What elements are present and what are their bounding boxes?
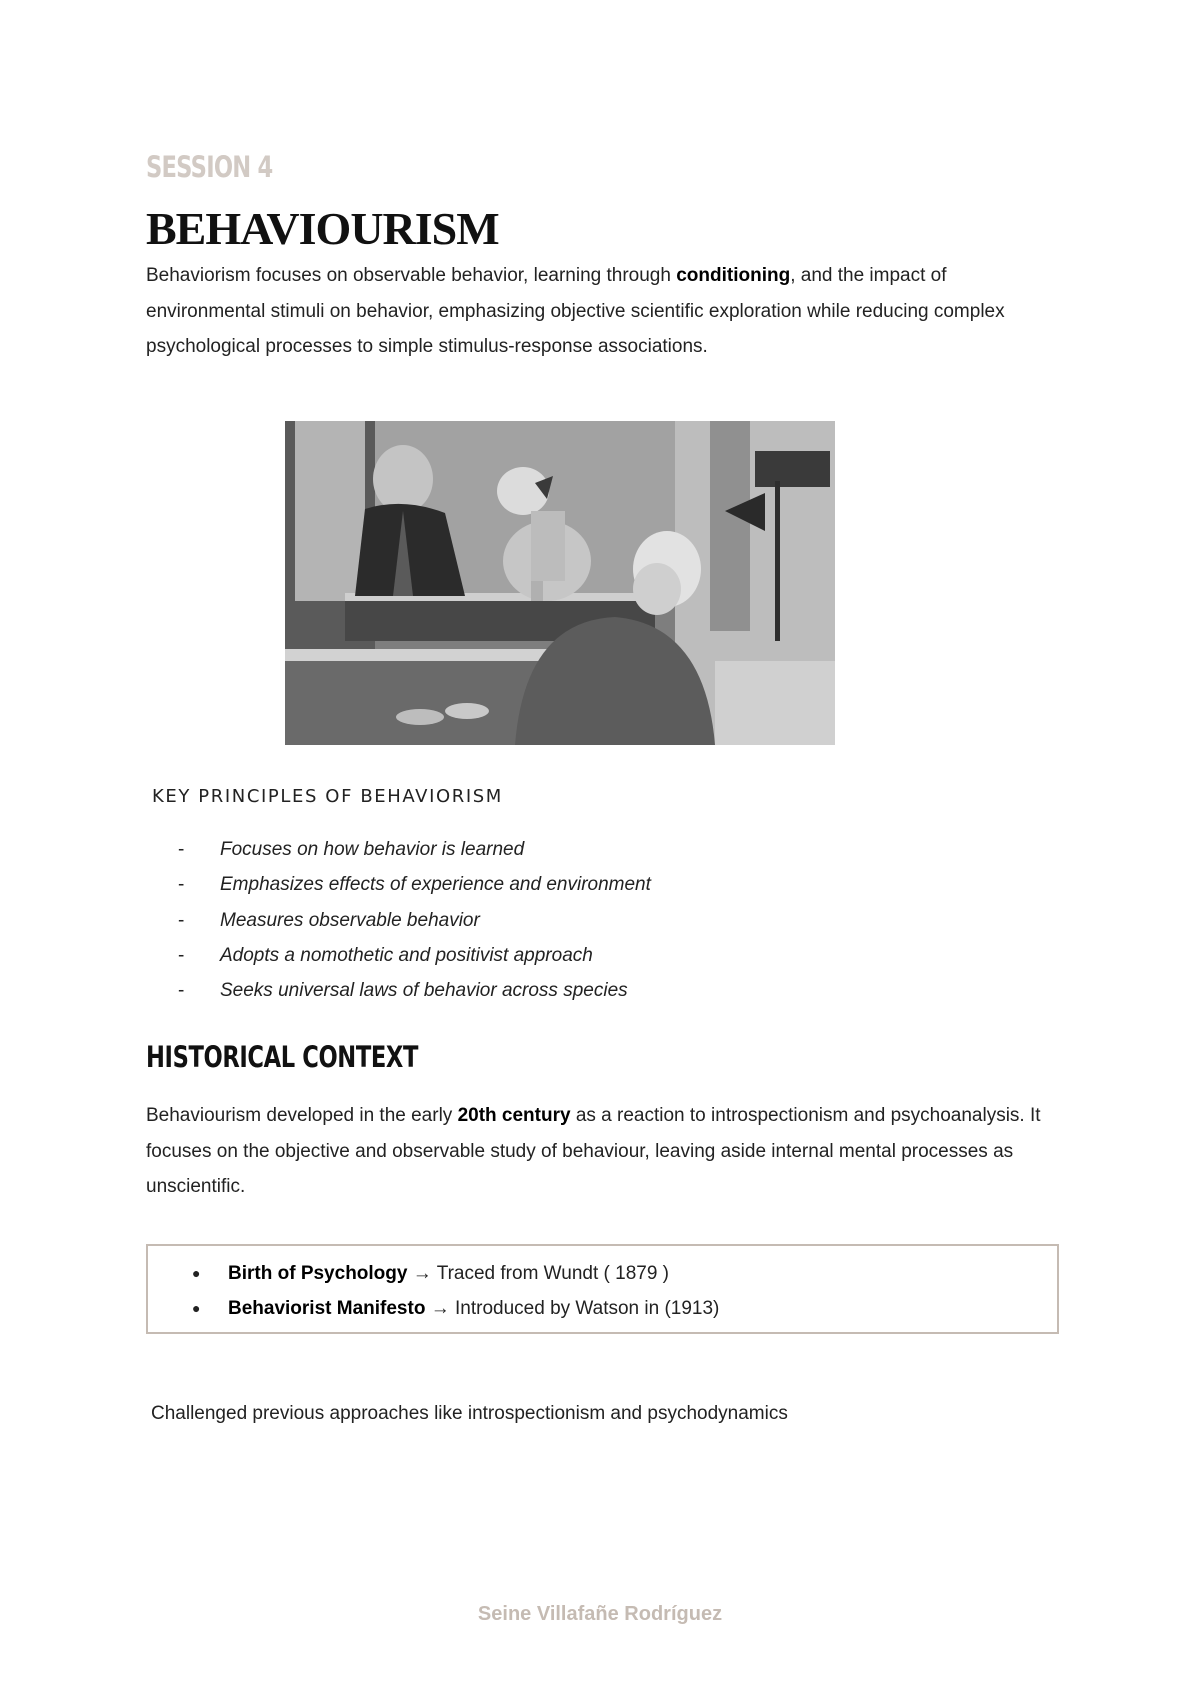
list-item <box>178 938 978 973</box>
milestones-list <box>192 1256 719 1326</box>
page-title: BEHAVIOURISM <box>146 203 499 254</box>
pavlov-laboratory-photo <box>285 421 835 745</box>
intro-text-start: Behaviorism focuses on observable behavior, learning through <box>146 265 677 286</box>
list-item-text: Seeks universal laws of behavior across species <box>220 980 628 1002</box>
bullet-icon: ● <box>192 1265 201 1281</box>
key-principles-list <box>178 832 978 1008</box>
closing-statement: Challenged previous approaches like introspectionism and psychodynamics <box>151 1403 788 1424</box>
arrow-icon: → <box>425 1298 455 1319</box>
list-item <box>178 867 978 902</box>
historical-paragraph <box>146 1098 1066 1205</box>
intro-text-end: , and the impact of environmental stimuli on behavior, emphasizing objective scientific exploration while reducing complex psychological processes to simple stimulus-response associations. <box>146 265 1005 357</box>
arrow-icon: → <box>407 1263 437 1284</box>
historical-context-heading: HISTORICAL CONTEXT <box>146 1040 419 1074</box>
dash-marker: - <box>178 909 185 931</box>
dash-marker: - <box>178 839 185 860</box>
historical-text-end: as a reaction to introspectionism and psychoanalysis. It focuses on the objective and observable study of behaviour, leaving aside internal mental processes as unscientific. <box>146 1105 1041 1197</box>
list-item <box>192 1291 719 1326</box>
dash-marker: - <box>178 874 185 896</box>
key-principles-heading: KEY PRINCIPLES OF BEHAVIORISM <box>152 786 503 807</box>
footer-author: Seine Villafañe Rodríguez <box>477 1603 723 1625</box>
list-item <box>192 1256 719 1291</box>
dash-marker: - <box>178 944 185 966</box>
milestone-label: Behaviorist Manifesto <box>228 1298 426 1319</box>
bullet-icon: ● <box>192 1300 201 1316</box>
list-item-text: Adopts a nomothetic and positivist approach <box>220 944 593 966</box>
list-item <box>178 832 978 867</box>
intro-paragraph <box>146 258 1066 365</box>
intro-bold-term: conditioning <box>676 265 791 286</box>
historical-bold-term: 20th century <box>457 1105 571 1126</box>
list-item <box>178 903 978 938</box>
list-item-text: Measures observable behavior <box>220 909 480 931</box>
session-label: SESSION 4 <box>146 150 273 184</box>
milestone-label: Birth of Psychology <box>228 1263 408 1284</box>
milestone-text: Introduced by Watson in (1913) <box>455 1298 720 1319</box>
milestone-text: Traced from Wundt ( 1879 ) <box>436 1263 670 1284</box>
list-item-text: Emphasizes effects of experience and environment <box>220 874 651 896</box>
list-item-text: Focuses on how behavior is learned <box>220 839 525 860</box>
historical-text-start: Behaviourism developed in the early <box>146 1105 458 1126</box>
list-item <box>178 973 978 1008</box>
dash-marker: - <box>178 980 185 1002</box>
milestones-box <box>146 1244 1059 1334</box>
